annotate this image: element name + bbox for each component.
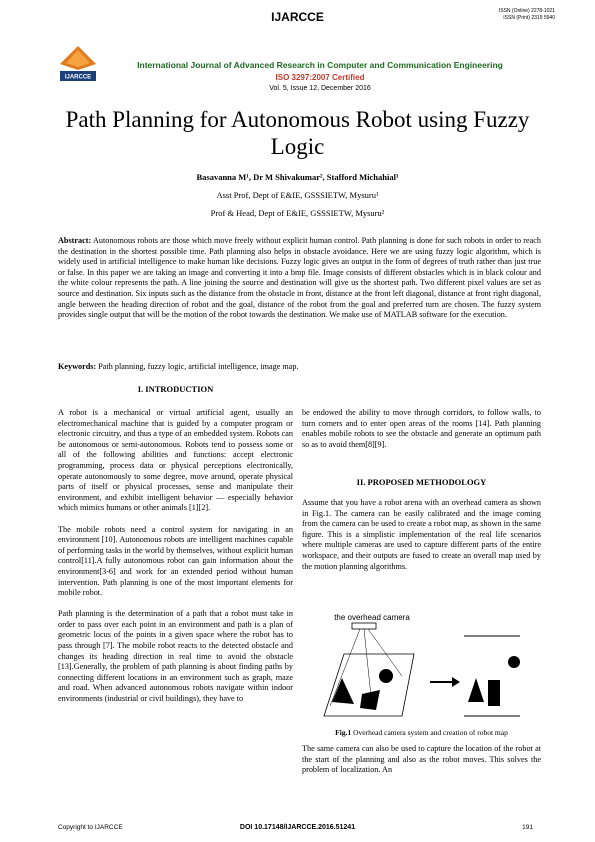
arrow-icon <box>452 677 460 687</box>
keywords-label: Keywords: <box>58 362 97 371</box>
abstract-text: Autonomous robots are those which move freely without explicit human control. Path planning is done for such robots in order to reach the destination in the shortest possible time. Path planning also helps in obstacle avoidance. Here we are using fuzzy logic algorithm, which is widely used in artificial intelligence to make human like decisions. Fuzzy logic gives an output in the form of degrees of truth rather than just true or false. In this paper we are taking an image and converting it into a bmp file. Image consists of different obstacles which is in black colour and the white colour represents the path. A line joining the source and destination will give us the shortest path. Two different pixel values are set as source and destination. Six inputs such as the distance from the obstacle in front, distance at the front left diagonal, distance at front right diagonal, angle between the heading direction of robot and the goal, distance of the robot from the goal and preferred turn are chosen. The fuzzy system provides single output that will be the motion of the robot towards the destination. We make use of MATLAB software for the execution. <box>58 236 541 320</box>
figure-camera-label: the overhead camera <box>334 613 410 622</box>
figure-caption <box>302 728 541 737</box>
method-paragraph-2: The same camera can also be used to capture the location of the robot at the start of the planning and also as the robot moves. This solves the problem of localization. An <box>302 744 541 775</box>
iso-certification: ISO 3297:2007 Certified <box>275 73 365 82</box>
right-column-bottom <box>302 744 541 786</box>
method-paragraph-1: Assume that you have a robot arena with an overhead camera as shown in Fig.1. The camera can be easily calibrated and the image coming from the camera can be used to create a robot map, as shown in the same figure. This is a simplistic implementation of the real life scenarios where multiple cameras are used to capture different parts of the entire workspace, and their outputs are fused to create an overall map used by the motion planning algorithms. <box>302 498 541 571</box>
abstract-label: Abstract: <box>58 236 92 245</box>
obstacle-quad <box>360 690 380 710</box>
abstract <box>58 236 541 321</box>
section-heading-methodology: II. PROPOSED METHODOLOGY <box>356 477 487 487</box>
right-column-middle <box>302 498 541 583</box>
obstacle-circle <box>379 669 393 683</box>
section-heading-introduction: I. INTRODUCTION <box>137 384 214 394</box>
map-obstacle-triangle <box>468 678 484 702</box>
paper-authors: Basavanna M¹, Dr M Shivakumar², Stafford Michahial¹ <box>196 172 399 182</box>
right-column-top <box>302 408 541 461</box>
paper-title: Path Planning for Autonomous Robot using Fuzzy Logic <box>65 107 530 159</box>
camera-icon <box>352 623 376 629</box>
journal-full-name: International Journal of Advanced Research in Computer and Communication Engineering <box>137 60 503 70</box>
issn-print: ISSN (Print) 2319 5940 <box>503 15 555 21</box>
footer-copyright: Copyright to IJARCCE <box>58 824 123 831</box>
left-column <box>58 408 293 715</box>
intro-paragraph-1: A robot is a mechanical or virtual artificial agent, usually an electromechanical machine that is guided by a computer program or electronic circuitry, and thus a type of an embedded system. Robots can be autonomous or semi-autonomous. Robots tend to possess some or all of the following abilities and functions: accept electronic programming, process data or physical perceptions electronically, operate autonomously to some degree, move around, operate physical parts of itself or physical processes, sense and manipulate their environment, and exhibit intelligent behavior — especially behavior which mimics humans or other animals [1][2]. <box>58 408 293 513</box>
journal-short-title: IJARCCE <box>271 10 324 24</box>
keywords <box>58 362 541 371</box>
issn-block <box>499 8 555 22</box>
affiliation-1: Asst Prof, Dept of E&IE, GSSSIETW, Mysuru¹ <box>216 190 379 200</box>
map-obstacle-circle <box>508 656 520 668</box>
figure-caption-text: Overhead camera system and creation of robot map <box>353 728 508 737</box>
figure-caption-number: Fig.1 <box>335 728 352 737</box>
volume-issue: Vol. 5, Issue 12, December 2016 <box>269 85 371 92</box>
footer-doi: DOI 10.17148/IJARCCE.2016.51241 <box>239 824 356 831</box>
svg-text:IJARCCE: IJARCCE <box>64 74 92 81</box>
intro-paragraph-continued: be endowed the ability to move through corridors, to follow walls, to turn corners and to enter open areas of the rooms [14]. Path planning enables mobile robots to see the obstacle and generate an optimum path so as to avoid them[8][9]. <box>302 408 541 449</box>
page-number: 191 <box>522 824 533 831</box>
issn-online: ISSN (Online) 2278-1021 <box>498 8 555 14</box>
intro-paragraph-3: Path planning is the determination of a path that a robot must take in order to pass over each point in an environment and path is a plan of geometric locus of the points in a given space where the robot has to pass through [7]. The mobile robot reacts to the detected obstacle and changes its heading direction in real time to avoid the obstacle [13].Generally, the problem of path planning is about finding paths by connecting different locations in an environment such as graph, maze and road. When advanced autonomous robots navigate within indoor environments (industrial or civil buildings), they have to <box>58 609 293 704</box>
keywords-text: Path planning, fuzzy logic, artificial intelligence, image map. <box>98 362 299 371</box>
map-obstacle-rect <box>488 680 500 706</box>
intro-paragraph-2: The mobile robots need a control system for navigating in an environment [10]. Autonomous robots are intelligent machines capable of performing tasks in the world by themselves, without explicit human control[11].A fully autonomous robot can gain information about the environment[3-6] and work for an extended period without human intervention. Path planning is one of the most important elements for mobile robot. <box>58 524 293 598</box>
affiliation-2: Prof & Head, Dept of E&IE, GSSSIETW, Mysuru² <box>210 208 385 218</box>
journal-logo <box>58 44 98 82</box>
figure-1 <box>302 606 541 724</box>
